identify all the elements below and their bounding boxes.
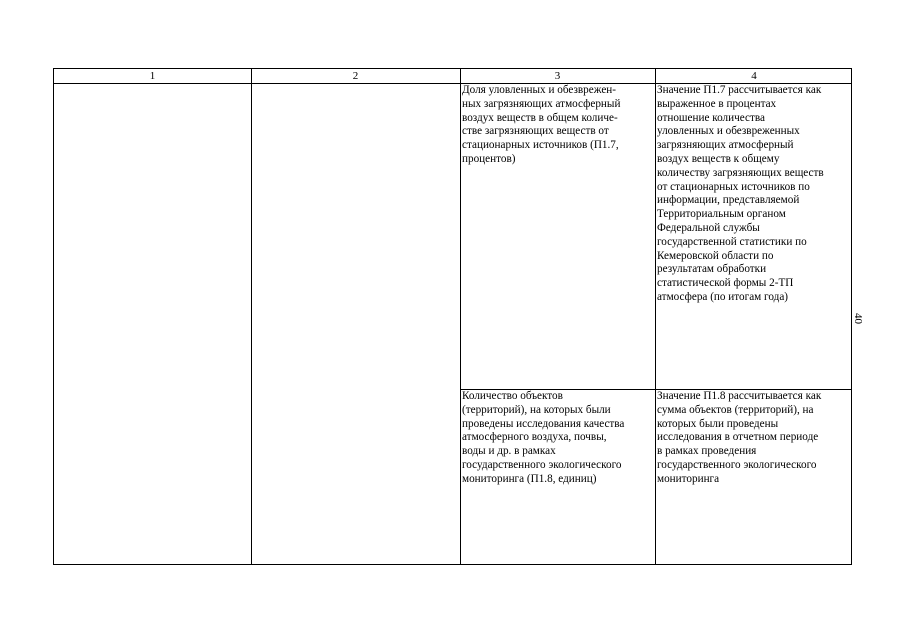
indicator-p1-7-name: Доля уловленных и обезврежен- ных загрязняющих атмосферный воздух веществ в общем количе- стве загрязняющих веществ от стационарных источников (П1.7, процентов) (462, 84, 621, 165)
column-header-3: 3 (554, 70, 561, 82)
indicator-p1-8-name: Количество объектов (территорий), на которых были проведены исследования качества атмосферного воздуха, почвы, воды и др. в рамках государственного экологического мониторинга (П1.8, единиц) (462, 390, 625, 485)
column-divider-1-2 (251, 69, 252, 564)
page-number: 40 (852, 313, 864, 324)
column-header-4: 4 (751, 70, 757, 82)
column-header-1: 1 (149, 70, 156, 82)
column-header-2: 2 (352, 70, 359, 82)
indicators-table (53, 68, 852, 565)
indicator-p1-7-method: Значение П1.7 рассчитывается как выраженное в процентах отношение количества уловленных и обезвреженных загрязняющих атмосферный воздух веществ к общему количеству загрязняющих веществ от стационарных источников по информации, представляемой Территориальным органом Федеральной службы государственной статистики по Кемеровской области по результатам обработки статистической формы 2-ТП атмосфера (по итогам года) (657, 84, 824, 303)
indicator-p1-8-method: Значение П1.8 рассчитывается как сумма объектов (территорий), на которых были проведены исследования в отчетном периоде в рамках проведения государственного экологического мониторинга (657, 390, 822, 485)
